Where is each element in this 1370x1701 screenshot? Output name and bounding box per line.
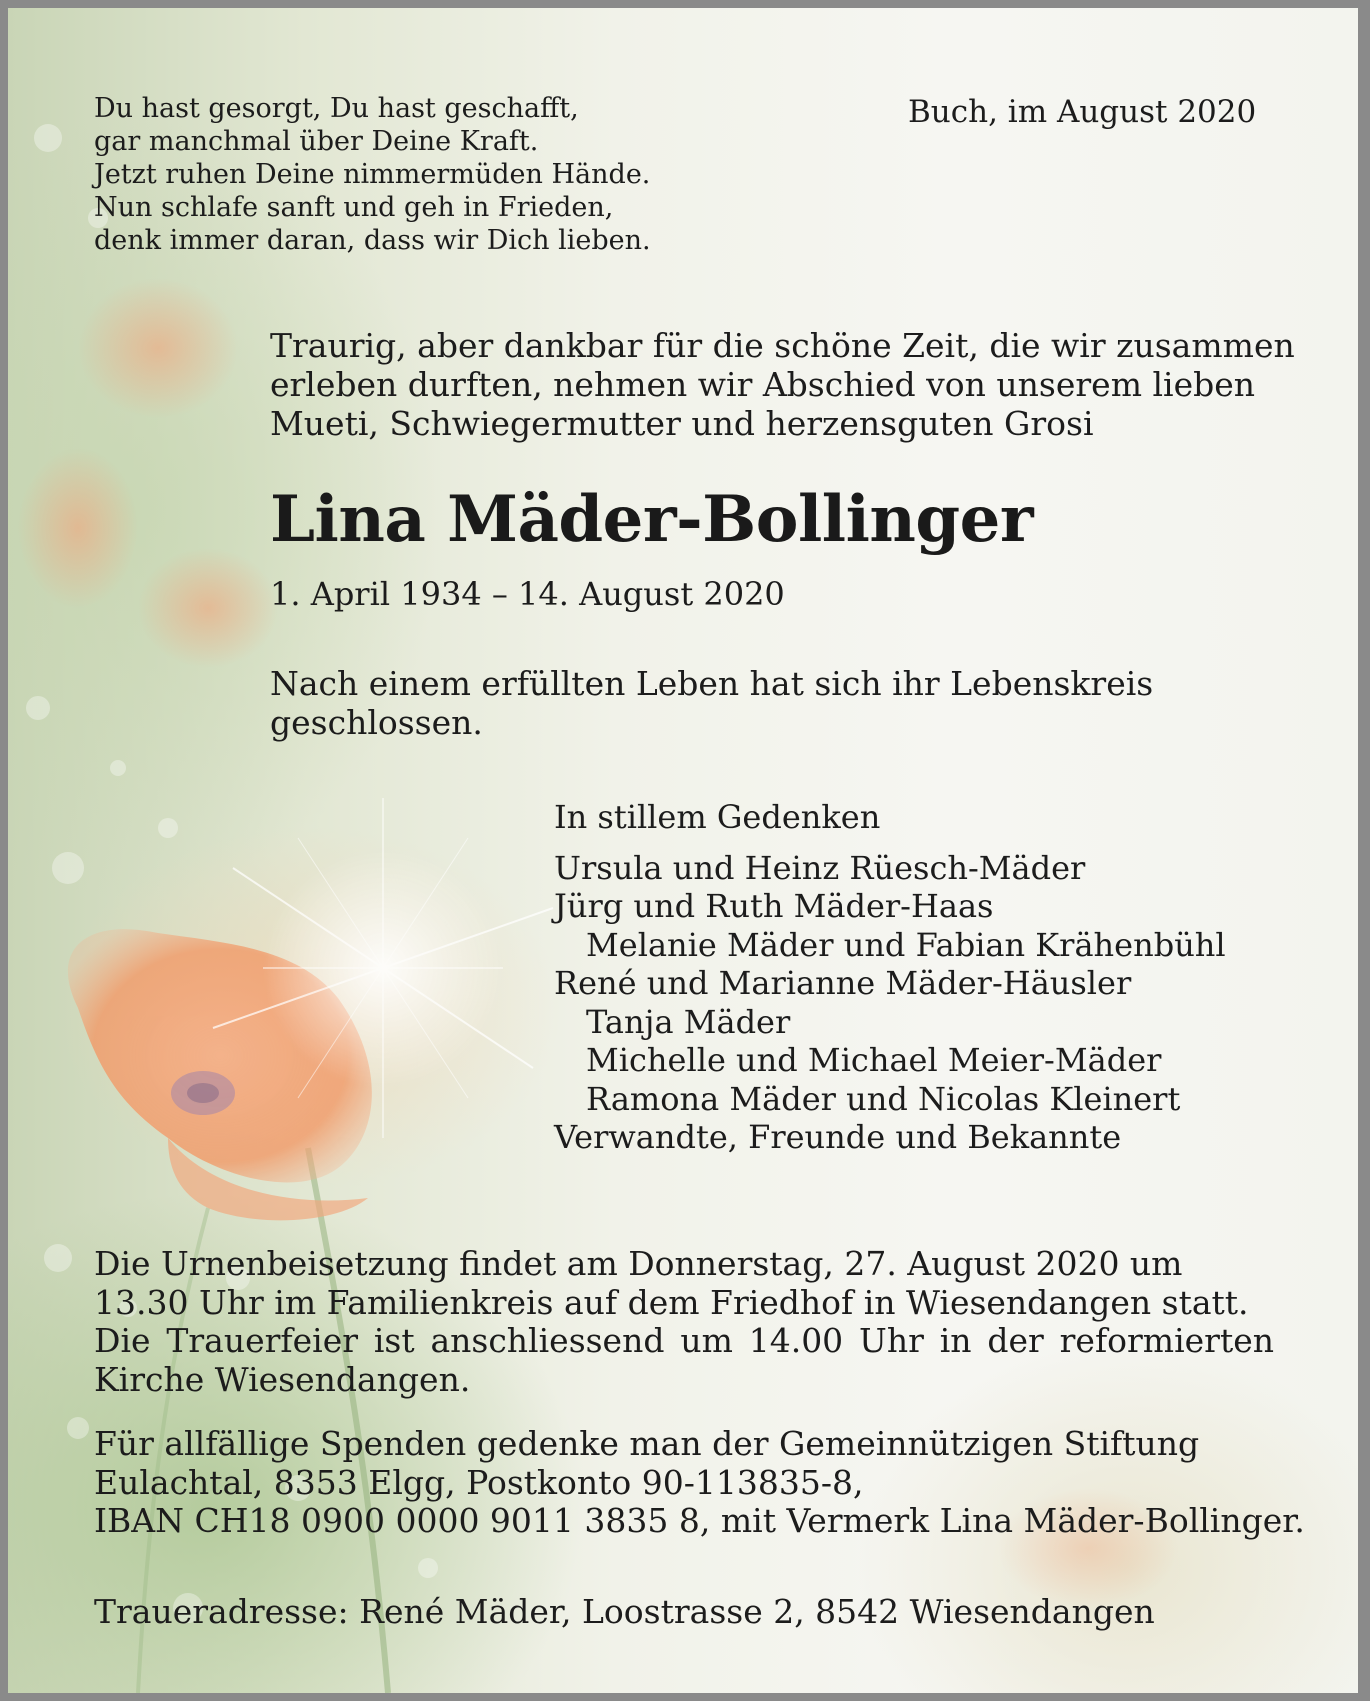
mourner: Melanie Mäder und Fabian Krähenbühl <box>586 925 1226 964</box>
poem <box>94 92 651 257</box>
mourners-list <box>554 798 1226 1157</box>
place-date: Buch, im August 2020 <box>908 94 1257 130</box>
intro-text <box>270 326 1295 443</box>
donation-line: Eulachtal, 8353 Elgg, Postkonto 90-113835-8, <box>94 1462 864 1502</box>
intro-line: Mueti, Schwiegermutter und herzensguten Grosi <box>270 404 1094 443</box>
mourning-address: Traueradresse: René Mäder, Loostrasse 2, 8542 Wiesendangen <box>94 1592 1155 1631</box>
poem-line: Nun schlafe sanft und geh in Frieden, <box>94 192 614 223</box>
burial-line: Kirche Wiesendangen. <box>94 1359 471 1399</box>
burial-info <box>94 1245 1274 1399</box>
distant-poppy <box>18 448 138 608</box>
life-statement <box>270 664 1153 742</box>
distant-poppy <box>138 548 278 668</box>
life-dates: 1. April 1934 – 14. August 2020 <box>270 575 785 613</box>
mourners-heading: In stillem Gedenken <box>554 798 881 836</box>
poem-line: denk immer daran, dass wir Dich lieben. <box>94 225 651 256</box>
poem-line: Du hast gesorgt, Du hast geschafft, <box>94 93 579 124</box>
life-statement-line: Nach einem erfüllten Leben hat sich ihr Lebenskreis <box>270 664 1154 703</box>
mourner: Michelle und Michael Meier-Mäder <box>586 1041 1162 1079</box>
deceased-name: Lina Mäder-Bollinger <box>270 482 1034 557</box>
burial-line: Die Trauerfeier ist anschliessend um 14.00 Uhr in der reformierten <box>94 1321 1274 1360</box>
mourner: René und Marianne Mäder-Häusler <box>554 964 1132 1002</box>
mourner: Ramona Mäder und Nicolas Kleinert <box>586 1079 1181 1118</box>
donation-line: IBAN CH18 0900 0000 9011 3835 8, mit Vermerk Lina Mäder-Bollinger. <box>94 1501 1305 1540</box>
burial-line: Die Urnenbeisetzung findet am Donnerstag, 27. August 2020 um <box>94 1244 1183 1283</box>
obituary-notice <box>8 8 1358 1693</box>
donation-info <box>94 1425 1305 1541</box>
mourner: Tanja Mäder <box>586 1002 791 1041</box>
intro-line: erleben durften, nehmen wir Abschied von unserem lieben <box>270 365 1256 404</box>
poem-line: gar manchmal über Deine Kraft. <box>94 126 539 157</box>
mourner: Verwandte, Freunde und Bekannte <box>554 1118 1122 1156</box>
mourner: Ursula und Heinz Rüesch-Mäder <box>554 848 1086 887</box>
life-statement-line: geschlossen. <box>270 703 483 742</box>
distant-poppy <box>78 278 238 418</box>
intro-line: Traurig, aber dankbar für die schöne Zeit, die wir zusammen <box>270 326 1295 365</box>
poem-line: Jetzt ruhen Deine nimmermüden Hände. <box>94 159 651 190</box>
mourner: Jürg und Ruth Mäder-Haas <box>554 887 994 925</box>
donation-line: Für allfällige Spenden gedenke man der Gemeinnützigen Stiftung <box>94 1424 1200 1463</box>
burial-line: 13.30 Uhr im Familienkreis auf dem Friedhof in Wiesendangen statt. <box>94 1282 1249 1322</box>
